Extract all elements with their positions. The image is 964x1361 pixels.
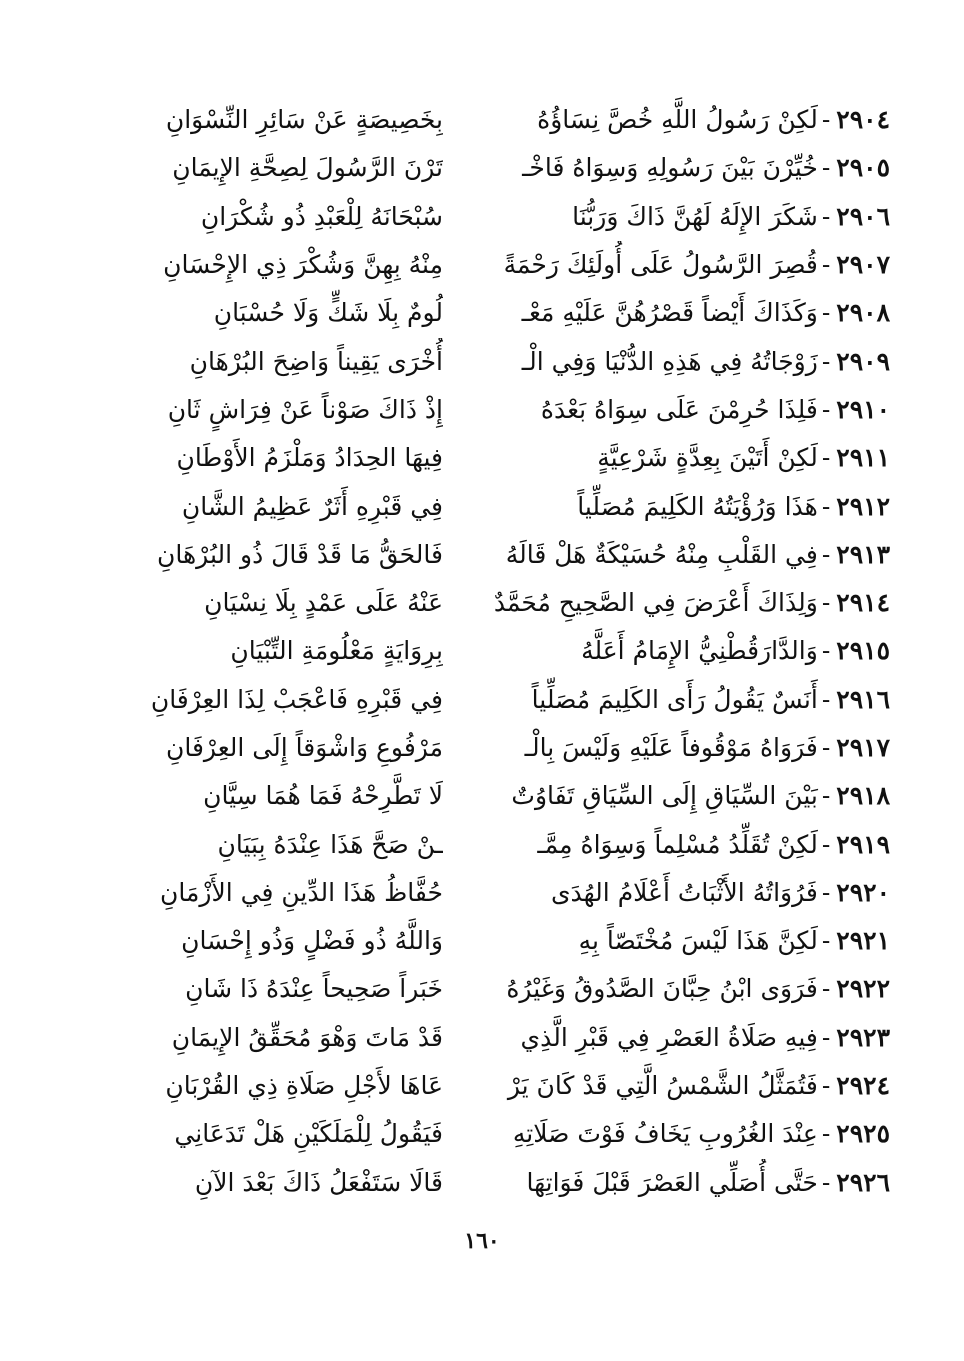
verse-number: ٢٩١٨ [836,781,890,811]
verse-first-text: فَتُمَثَّلُ الشَّمْسُ الَّتِي قَدْ كَانَ يَرْ [507,1071,818,1101]
verse-number: ٢٩١٧ [836,733,890,762]
verse-row [70,482,890,530]
verse-dash: - [821,394,831,424]
verse-row [70,96,890,144]
verse-dash: - [821,684,831,714]
verse-dash: - [821,201,831,231]
verse-second-hemistich: قَدْ مَاتَ وَهْوَ مُحَقِّقُ الإِيمَانِ [171,1022,443,1052]
verse-second-hemistich: فَالحَقُّ مَا قَدْ قَالَ ذُو البُرْهَانِ [157,539,443,569]
verse-row [70,1110,890,1158]
verse-row [70,869,890,917]
verse-dash: - [821,298,831,328]
verse-first-hemistich [475,144,890,192]
verse-second-hemistich: عَنْهُ عَلَى عَمْدٍ بِلَا نِسْيَانِ [204,588,443,618]
verse-second-hemistich: إِذْ ذَاكَ صَوْناً عَنْ فِرَاشٍ ثَانِ [167,394,443,424]
verse-row [70,724,890,772]
verse-first-hemistich [475,193,890,241]
verse-first-hemistich [475,386,890,434]
verse-first-text: وَكَذَاكَ أَيْضاً قَصْرُهُنَّ عَلَيْهِ مَعْـ [521,298,818,328]
verse-row [70,917,890,965]
page-number: ١٦٠ [464,1228,500,1254]
verse-number: ٢٩٠٥ [836,153,890,183]
verse-dash: - [821,250,831,280]
verse-row [70,386,890,434]
verse-first-text: لَكِنْ رَسُولُ اللَّهِ خُصَّ نِسَاؤُهُ [537,105,818,135]
verse-first-hemistich [475,965,890,1013]
verse-dash: - [821,346,831,376]
verse-first-text: فِيهِ صَلَاةُ العَصْرِ فِي قَبْرِ الَّذِي [520,1022,818,1052]
verse-dash: - [821,153,831,183]
verse-number: ٢٩٢٠ [836,877,890,907]
verse-second-hemistich: فِيهَا الحِدَادُ وَمَلْزَمُ الأَوْطَانِ [176,443,443,473]
verse-row [70,531,890,579]
verse-dash: - [821,733,831,762]
verse-first-hemistich [475,1014,890,1062]
verse-number: ٢٩١١ [836,443,890,473]
verse-number: ٢٩٢٦ [836,1167,890,1197]
verse-first-text: هَذَا وَرُؤْيَتُهُ الكَلِيمَ مُصَلِّياً [577,491,818,521]
verse-first-text: عِنْدَ الغُرُوبِ يَخَافُ فَوْتَ صَلَاتِهِ [512,1119,818,1149]
verse-second-hemistich: بِخَصِيصَةٍ عَنْ سَائِرِ النِّسْوَانِ [165,105,443,135]
verse-second-hemistich: عَاهَا لأَجْلِ صَلَاةِ ذِي القُرْبَانِ [165,1071,443,1101]
verse-second-hemistich: فِي قَبْرِهِ أَثَرٌ عَظِيمُ الشَّانِ [181,491,443,521]
verse-dash: - [821,926,831,956]
verse-first-text: حَتَّى أُصَلِّي العَصْرَ قَبْلَ فَوَاتِهَا [526,1167,818,1197]
verse-dash: - [821,443,831,473]
verse-first-hemistich [475,772,890,820]
verse-first-text: وَالدَّارَقُطْنِيُّ الإِمَامُ أَعَلَّهُ [581,636,818,666]
verse-row [70,1062,890,1110]
verse-dash: - [821,877,831,907]
verse-second-hemistich: مِنْهُ بِهِنَّ وَشُكْرَ ذِي الإِحْسَانِ [163,250,443,280]
verse-dash: - [821,491,831,521]
verse-number: ٢٩١٤ [836,588,890,618]
verse-second-hemistich: حُفَّاظُ هَذَا الدِّينِ فِي الأَزْمَانِ [160,877,443,907]
verse-row [70,193,890,241]
verse-dash: - [821,1071,831,1101]
verse-second-hemistich: لَا تَطَّرِحْهُ فَمَا هُمَا سِيَّانِ [203,781,443,811]
verse-first-hemistich [475,627,890,675]
verse-row [70,627,890,675]
verse-first-text: بَيْنَ السِّيَاقِ إِلَى السِّيَاقِ تَفَاوُتٌ [511,781,818,811]
verse-second-hemistich: سُبْحَانَهُ لِلْعَبْدِ ذُو شُكْرَانِ [200,201,443,231]
verse-number: ٢٩٢٥ [836,1119,890,1149]
verse-number: ٢٩١٦ [836,684,890,714]
verse-first-text: خُيِّرْنَ بَيْنَ رَسُولِهِ وَسِوَاهُ فَاخْـ [522,153,818,183]
verse-row [70,241,890,289]
verse-dash: - [821,588,831,618]
verse-number: ٢٩٢٢ [836,974,890,1004]
verse-first-text: فَلِذَا حُرِمْنَ عَلَى سِوَاهُ بَعْدَهُ [540,394,818,424]
verse-first-hemistich [475,821,890,869]
verse-second-hemistich: فَيَقُولُ لِلْمَلَكَيْنِ هَلْ تَدَعَانِي [174,1119,443,1149]
verse-first-hemistich [475,241,890,289]
verse-second-hemistich: بِرِوَايَةٍ مَعْلُومَةِ التِّبْيَانِ [230,636,443,666]
verse-row [70,1014,890,1062]
verse-second-hemistich: فِي قَبْرِهِ فَاعْجَبْ لِذَا العِرْفَانِ [150,684,443,714]
verse-row [70,772,890,820]
verse-first-hemistich [475,917,890,965]
verse-row [70,289,890,337]
verse-first-text: وَلِذَاكَ أَعْرَضَ فِي الصَّحِيحِ مُحَمَّدٌ [493,588,818,618]
verse-row [70,676,890,724]
verse-first-hemistich [475,1062,890,1110]
verse-second-hemistich: قَالَا سَتَفْعَلُ ذَاكَ بَعْدَ الآنِ [194,1167,443,1197]
verse-first-text: لَكِنْ أَتَيْنَ بِعِدَّةٍ شَرْعِيَّةٍ [597,443,818,473]
verse-first-hemistich [475,869,890,917]
verse-number: ٢٩٢٣ [836,1022,890,1052]
verse-row [70,965,890,1013]
verse-second-hemistich: مَرْفُوعِ وَاشْوَقاً إِلَى العِرْفَانِ [165,733,443,762]
verse-row [70,434,890,482]
verse-number: ٢٩١٣ [836,539,890,569]
verse-row [70,337,890,385]
verse-second-hemistich: وَاللَّهُ ذُو فَضْلٍ وَذُو إِحْسَانِ [181,926,443,956]
verse-first-hemistich [475,724,890,772]
verse-number: ٢٩١٠ [836,394,890,424]
verse-first-text: لَكِنَّ هَذَا لَيْسَ مُخْتَصّاً بِهِ [578,926,818,956]
verse-first-text: فِي القَلْبِ مِنْهُ حُسَيْكَةٌ هَلْ قَالَهُ [505,539,818,569]
verse-row [70,820,890,868]
verse-number: ٢٩١٥ [836,636,890,666]
verse-second-hemistich: خَبَراً صَحِيحاً عِنْدَهُ ذَا شَانِ [185,974,443,1004]
verse-first-text: قُصِرَ الرَّسُولُ عَلَى أُولَئِكَ رَحْمَةً [503,250,818,280]
verse-first-hemistich [475,289,890,337]
verse-number: ٢٩١٢ [836,491,890,521]
verse-first-hemistich [475,1159,890,1207]
verse-number: ٢٩٠٦ [836,201,890,231]
verse-dash: - [821,636,831,666]
verse-dash: - [821,829,831,859]
verse-second-hemistich: أُخْرَى يَقِيناً وَاضِحَ البُرْهَانِ [189,346,443,376]
verses-list [70,96,890,1207]
verse-first-text: زَوْجَاتُهُ فِي هَذِهِ الدُّنْيَا وَفِي الْـ [521,346,818,376]
verse-number: ٢٩٠٩ [836,346,890,376]
verse-first-hemistich [475,676,890,724]
verse-first-text: شَكَرَ الإِلَهُ لَهُنَّ ذَاكَ وَرَبُّنَا [572,201,818,231]
verse-number: ٢٩٠٨ [836,298,890,328]
verse-dash: - [821,1167,831,1197]
verse-second-hemistich: تَرْنَ الرَّسُولَ لِصِحَّةِ الإِيمَانِ [172,153,443,183]
verse-first-hemistich [475,338,890,386]
verse-first-hemistich [475,579,890,627]
verse-first-text: فَرَوَى ابْنُ حِبَّانَ الصَّدُوقُ وَغَيْرُهُ [506,974,818,1004]
verse-first-hemistich [475,1110,890,1158]
verse-number: ٢٩٢٤ [836,1071,890,1101]
verse-first-hemistich [475,434,890,482]
verse-row [70,144,890,192]
verse-number: ٢٩٠٧ [836,250,890,280]
verse-first-text: فَرُوَاتُهُ الأَثْبَاتُ أَعْلَامُ الهُدَى [550,877,818,907]
verse-dash: - [821,1119,831,1149]
verse-dash: - [821,539,831,569]
verse-number: ٢٩٢١ [836,926,890,956]
verse-dash: - [821,1022,831,1052]
verse-first-text: أَنَسٌ يَقُولُ رَأَى الكَلِيمَ مُصَلِّياً [531,684,818,714]
verse-first-text: فَرَوَاهُ مَوْقُوفاً عَلَيْهِ وَلَيْسَ بِالْـ [524,733,818,762]
verse-dash: - [821,105,831,135]
verse-number: ٢٩٠٤ [836,105,890,135]
verse-first-hemistich [475,483,890,531]
verse-dash: - [821,781,831,811]
verse-dash: - [821,974,831,1004]
verse-row [70,579,890,627]
verse-second-hemistich: لُومٌ بِلَا شَكٍّ وَلَا حُسْبَانِ [213,298,443,328]
verse-row [70,1159,890,1207]
verse-first-text: لَكِنْ تُقَلِّدُ مُسْلِماً وَسِوَاهُ مِمَّـ [537,829,818,859]
verse-number: ٢٩١٩ [836,829,890,859]
verse-second-hemistich: ـنْ صَحَّ هَذَا عِنْدَهُ بِبَيَانِ [217,829,443,859]
verse-first-hemistich [475,531,890,579]
verse-first-hemistich [475,96,890,144]
